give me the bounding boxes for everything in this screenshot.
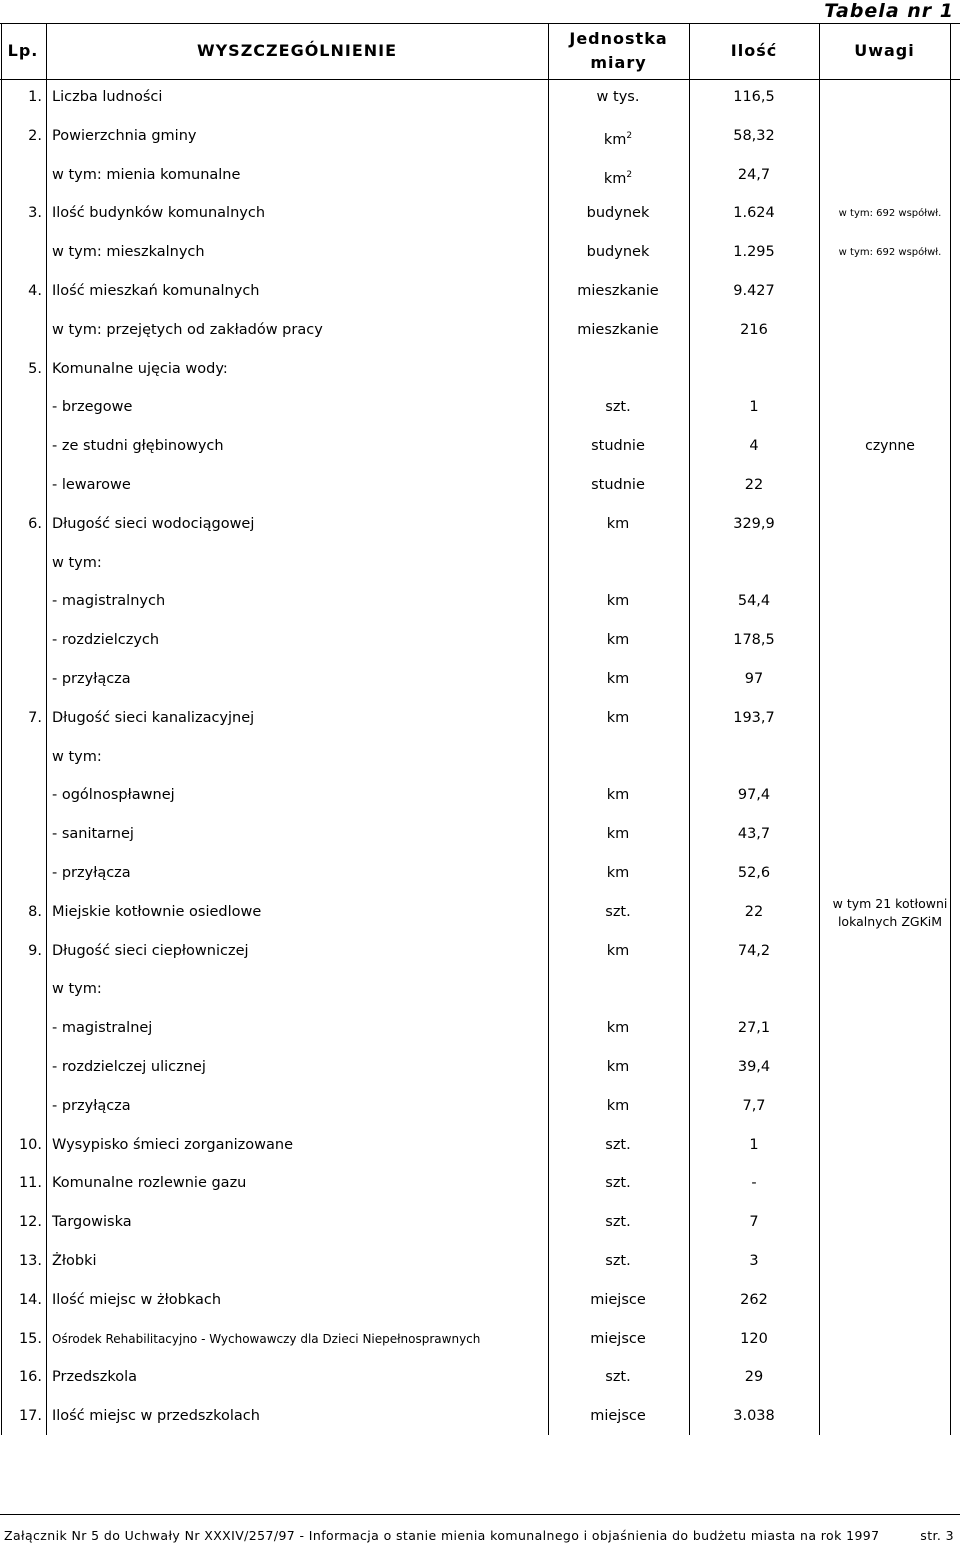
row-quantity: 22 bbox=[744, 903, 764, 920]
header-unit bbox=[548, 23, 689, 79]
row-unit-text: km bbox=[606, 1097, 630, 1114]
row-number: 14. bbox=[18, 1291, 42, 1308]
row-quantity: 3 bbox=[749, 1253, 759, 1269]
row-quantity: 329,9 bbox=[733, 515, 775, 532]
row-quantity: 27,1 bbox=[737, 1020, 771, 1037]
row-description: Ilość miejsc w żłobkach bbox=[52, 1291, 222, 1308]
row-unit bbox=[548, 1281, 688, 1320]
row-unit-text: budynek bbox=[586, 205, 650, 222]
table-row bbox=[0, 466, 960, 505]
row-description: Ilość budynków komunalnych bbox=[52, 205, 266, 222]
row-unit bbox=[548, 427, 688, 466]
row-description: Ilość miejsc w przedszkolach bbox=[52, 1408, 260, 1425]
row-description: - przyłącza bbox=[52, 865, 131, 881]
table-row bbox=[0, 1087, 960, 1126]
row-unit-text: km bbox=[606, 1059, 630, 1075]
row-unit-text: szt. bbox=[605, 903, 631, 920]
row-unit-superscript: 2 bbox=[626, 169, 633, 180]
row-quantity: 1.295 bbox=[733, 244, 775, 261]
row-unit bbox=[548, 1358, 688, 1397]
row-number: 2. bbox=[28, 127, 42, 144]
row-unit bbox=[548, 699, 688, 738]
row-quantity: 1 bbox=[749, 1136, 759, 1153]
page-footer bbox=[0, 1514, 960, 1545]
row-description: Długość sieci wodociągowej bbox=[52, 515, 255, 532]
table-row bbox=[0, 311, 960, 350]
row-number: 5. bbox=[28, 360, 42, 377]
row-unit-text: km bbox=[603, 170, 627, 187]
header-unit-line2: miary bbox=[590, 53, 647, 72]
header-unit-line1: Jednostka bbox=[569, 29, 668, 48]
table-row bbox=[0, 738, 960, 777]
row-quantity: 1.624 bbox=[733, 205, 775, 222]
row-unit-text: km bbox=[606, 942, 630, 959]
row-unit-text: km bbox=[606, 632, 630, 649]
row-unit bbox=[548, 1242, 688, 1281]
row-unit-text: km bbox=[606, 826, 630, 843]
row-number: 9. bbox=[28, 942, 42, 959]
header-notes: Uwagi bbox=[854, 41, 915, 60]
row-description: - przyłącza bbox=[52, 1097, 131, 1114]
row-unit bbox=[548, 815, 688, 854]
row-description: - lewarowe bbox=[52, 477, 131, 493]
row-unit-text: miejsce bbox=[590, 1408, 646, 1425]
row-number: 6. bbox=[28, 515, 42, 532]
row-number: 17. bbox=[18, 1408, 42, 1425]
row-unit bbox=[548, 854, 688, 893]
footer-rule bbox=[0, 1514, 960, 1515]
row-unit bbox=[548, 466, 688, 505]
table-title: Tabela nr 1 bbox=[824, 0, 954, 22]
table-row bbox=[0, 660, 960, 699]
row-description: w tym: mienia komunalne bbox=[52, 166, 241, 183]
header-lp: Lp. bbox=[7, 41, 39, 60]
row-number: 10. bbox=[18, 1136, 42, 1153]
row-unit-text: km bbox=[606, 593, 630, 610]
table-row bbox=[0, 893, 960, 932]
row-unit bbox=[548, 233, 688, 272]
table-row bbox=[0, 815, 960, 854]
row-quantity: 7 bbox=[749, 1214, 759, 1231]
table-row bbox=[0, 117, 960, 156]
row-unit bbox=[548, 1048, 688, 1087]
table-row bbox=[0, 388, 960, 427]
table-row bbox=[0, 932, 960, 971]
row-unit bbox=[548, 1320, 688, 1359]
row-description: - brzegowe bbox=[52, 399, 133, 416]
row-description: w tym: bbox=[52, 554, 102, 571]
row-description: - ze studni głębinowych bbox=[52, 438, 224, 455]
row-unit bbox=[548, 776, 688, 815]
row-number: 3. bbox=[28, 205, 42, 222]
row-quantity: 116,5 bbox=[733, 89, 775, 105]
row-description: - przyłącza bbox=[52, 671, 131, 687]
row-unit bbox=[548, 1397, 688, 1436]
table-row bbox=[0, 582, 960, 621]
row-unit bbox=[548, 582, 688, 621]
row-quantity: 97 bbox=[744, 671, 764, 687]
row-number: 15. bbox=[18, 1330, 42, 1347]
row-quantity: 4 bbox=[749, 438, 759, 455]
header-description: WYSZCZEGÓLNIENIE bbox=[196, 41, 398, 60]
row-description: Długość sieci ciepłowniczej bbox=[52, 942, 249, 959]
table-row bbox=[0, 272, 960, 311]
row-number: 1. bbox=[28, 89, 42, 105]
row-quantity: 58,32 bbox=[733, 127, 775, 144]
row-unit bbox=[548, 78, 688, 117]
row-unit-text: km bbox=[606, 787, 630, 804]
row-description: Targowiska bbox=[52, 1214, 132, 1231]
row-number: 11. bbox=[18, 1175, 42, 1192]
row-unit bbox=[548, 505, 688, 544]
row-unit bbox=[548, 117, 688, 160]
row-number: 16. bbox=[18, 1369, 42, 1386]
row-number: 12. bbox=[18, 1214, 42, 1231]
data-table bbox=[0, 23, 960, 1435]
row-description: w tym: mieszkalnych bbox=[52, 244, 205, 261]
row-number: 7. bbox=[28, 709, 42, 726]
row-quantity: 7,7 bbox=[742, 1097, 766, 1114]
row-description: Ośrodek Rehabilitacyjno - Wychowawczy dla Dzieci Niepełnosprawnych bbox=[52, 1331, 481, 1346]
table-row bbox=[0, 776, 960, 815]
row-unit-text: km bbox=[606, 1020, 630, 1037]
table-row bbox=[0, 1048, 960, 1087]
row-description: - ogólnospławnej bbox=[52, 787, 175, 804]
row-unit bbox=[548, 1087, 688, 1126]
table-row bbox=[0, 78, 960, 117]
row-description: - rozdzielczych bbox=[52, 632, 160, 649]
table-row bbox=[0, 544, 960, 583]
row-unit bbox=[548, 932, 688, 971]
table-row bbox=[0, 854, 960, 893]
row-unit-text: km bbox=[603, 131, 627, 148]
row-quantity: 43,7 bbox=[737, 826, 771, 843]
row-note: w tym 21 kotłowni lokalnych ZGKiM bbox=[832, 895, 948, 929]
row-number: 8. bbox=[28, 903, 42, 920]
row-description: Ilość mieszkań komunalnych bbox=[52, 283, 260, 299]
table-row bbox=[0, 1164, 960, 1203]
row-description: Wysypisko śmieci zorganizowane bbox=[52, 1136, 294, 1153]
row-description: Długość sieci kanalizacyjnej bbox=[52, 709, 255, 726]
row-description: w tym: bbox=[52, 748, 102, 765]
row-quantity: 22 bbox=[744, 477, 764, 493]
row-unit bbox=[548, 660, 688, 699]
table-row bbox=[0, 1009, 960, 1048]
table-row bbox=[0, 1203, 960, 1242]
row-description: - sanitarnej bbox=[52, 826, 134, 843]
row-unit bbox=[548, 272, 688, 311]
row-description: Komunalne ujęcia wody: bbox=[52, 360, 228, 377]
row-description: - magistralnych bbox=[52, 593, 166, 610]
row-unit-text: miejsce bbox=[590, 1291, 646, 1308]
row-description: Miejskie kotłownie osiedlowe bbox=[52, 903, 262, 920]
table-row bbox=[0, 1281, 960, 1320]
row-quantity: 52,6 bbox=[737, 865, 771, 881]
row-unit-text: budynek bbox=[586, 244, 650, 261]
row-unit-text: szt. bbox=[605, 1214, 631, 1231]
row-unit-text: studnie bbox=[591, 438, 645, 455]
table-row bbox=[0, 1242, 960, 1281]
table-row bbox=[0, 1358, 960, 1397]
table-row bbox=[0, 621, 960, 660]
row-unit bbox=[548, 1164, 688, 1203]
row-quantity: 39,4 bbox=[737, 1059, 771, 1075]
table-row bbox=[0, 970, 960, 1009]
row-unit-text: mieszkanie bbox=[577, 321, 659, 338]
table-row bbox=[0, 1320, 960, 1359]
row-unit-text: szt. bbox=[605, 1136, 631, 1153]
row-unit bbox=[548, 194, 688, 233]
table-row bbox=[0, 156, 960, 195]
row-unit-text: mieszkanie bbox=[577, 283, 659, 299]
row-note: w tym: 692 współwł. bbox=[838, 208, 942, 220]
row-quantity: 178,5 bbox=[733, 632, 775, 649]
table-row bbox=[0, 505, 960, 544]
table-row bbox=[0, 194, 960, 233]
footer-text: Załącznik Nr 5 do Uchwały Nr XXXIV/257/97 - Informacja o stanie mienia komunalnego i objaśnienia do budżetu miasta na rok 1997 bbox=[4, 1528, 880, 1543]
row-quantity: 262 bbox=[740, 1291, 768, 1308]
table-row bbox=[0, 1126, 960, 1165]
row-description: w tym: bbox=[52, 981, 102, 998]
row-number: 4. bbox=[28, 283, 42, 299]
row-unit-text: szt. bbox=[605, 1175, 631, 1192]
row-description: - magistralnej bbox=[52, 1020, 153, 1037]
row-description: - rozdzielczej ulicznej bbox=[52, 1059, 206, 1075]
row-description: Powierzchnia gminy bbox=[52, 127, 197, 144]
row-unit-text: studnie bbox=[591, 477, 645, 493]
row-quantity: 74,2 bbox=[737, 942, 771, 959]
page-number: str. 3 bbox=[920, 1528, 954, 1543]
row-unit-text: km bbox=[606, 515, 630, 532]
row-quantity: 97,4 bbox=[737, 787, 771, 804]
row-description: Komunalne rozlewnie gazu bbox=[52, 1175, 247, 1192]
row-unit-text: miejsce bbox=[590, 1330, 646, 1347]
row-unit-text: szt. bbox=[605, 1369, 631, 1386]
row-description: Żłobki bbox=[52, 1253, 97, 1269]
row-unit bbox=[548, 1126, 688, 1165]
row-unit bbox=[548, 1203, 688, 1242]
row-description: Przedszkola bbox=[52, 1369, 138, 1386]
row-number: 13. bbox=[18, 1253, 42, 1269]
row-quantity: 3.038 bbox=[733, 1408, 775, 1425]
table-row bbox=[0, 427, 960, 466]
row-quantity: - bbox=[751, 1175, 757, 1192]
row-unit-text: km bbox=[606, 709, 630, 726]
row-unit-text: szt. bbox=[605, 1253, 631, 1269]
header-quantity: Ilość bbox=[730, 41, 778, 60]
row-description: w tym: przejętych od zakładów pracy bbox=[52, 321, 323, 338]
row-unit-superscript: 2 bbox=[626, 130, 633, 141]
table-row bbox=[0, 699, 960, 738]
row-quantity: 54,4 bbox=[737, 593, 771, 610]
row-quantity: 193,7 bbox=[733, 709, 775, 726]
row-note: czynne bbox=[865, 438, 915, 455]
row-unit bbox=[548, 388, 688, 427]
table-row bbox=[0, 233, 960, 272]
row-unit bbox=[548, 893, 688, 932]
row-unit bbox=[548, 311, 688, 350]
row-quantity: 9.427 bbox=[733, 283, 775, 299]
row-unit-text: km bbox=[606, 671, 630, 687]
row-unit bbox=[548, 1009, 688, 1048]
table-row bbox=[0, 1397, 960, 1436]
row-unit-text: w tys. bbox=[596, 89, 640, 105]
table-row bbox=[0, 350, 960, 389]
row-unit bbox=[548, 156, 688, 199]
row-quantity: 29 bbox=[744, 1369, 764, 1386]
row-unit-text: km bbox=[606, 865, 630, 881]
row-quantity: 1 bbox=[749, 399, 759, 416]
row-description: Liczba ludności bbox=[52, 89, 163, 105]
row-note: w tym: 692 współwł. bbox=[838, 247, 942, 259]
row-unit bbox=[548, 621, 688, 660]
row-quantity: 216 bbox=[740, 321, 768, 338]
row-quantity: 120 bbox=[740, 1330, 768, 1347]
row-unit-text: szt. bbox=[605, 399, 631, 416]
row-quantity: 24,7 bbox=[737, 166, 771, 183]
